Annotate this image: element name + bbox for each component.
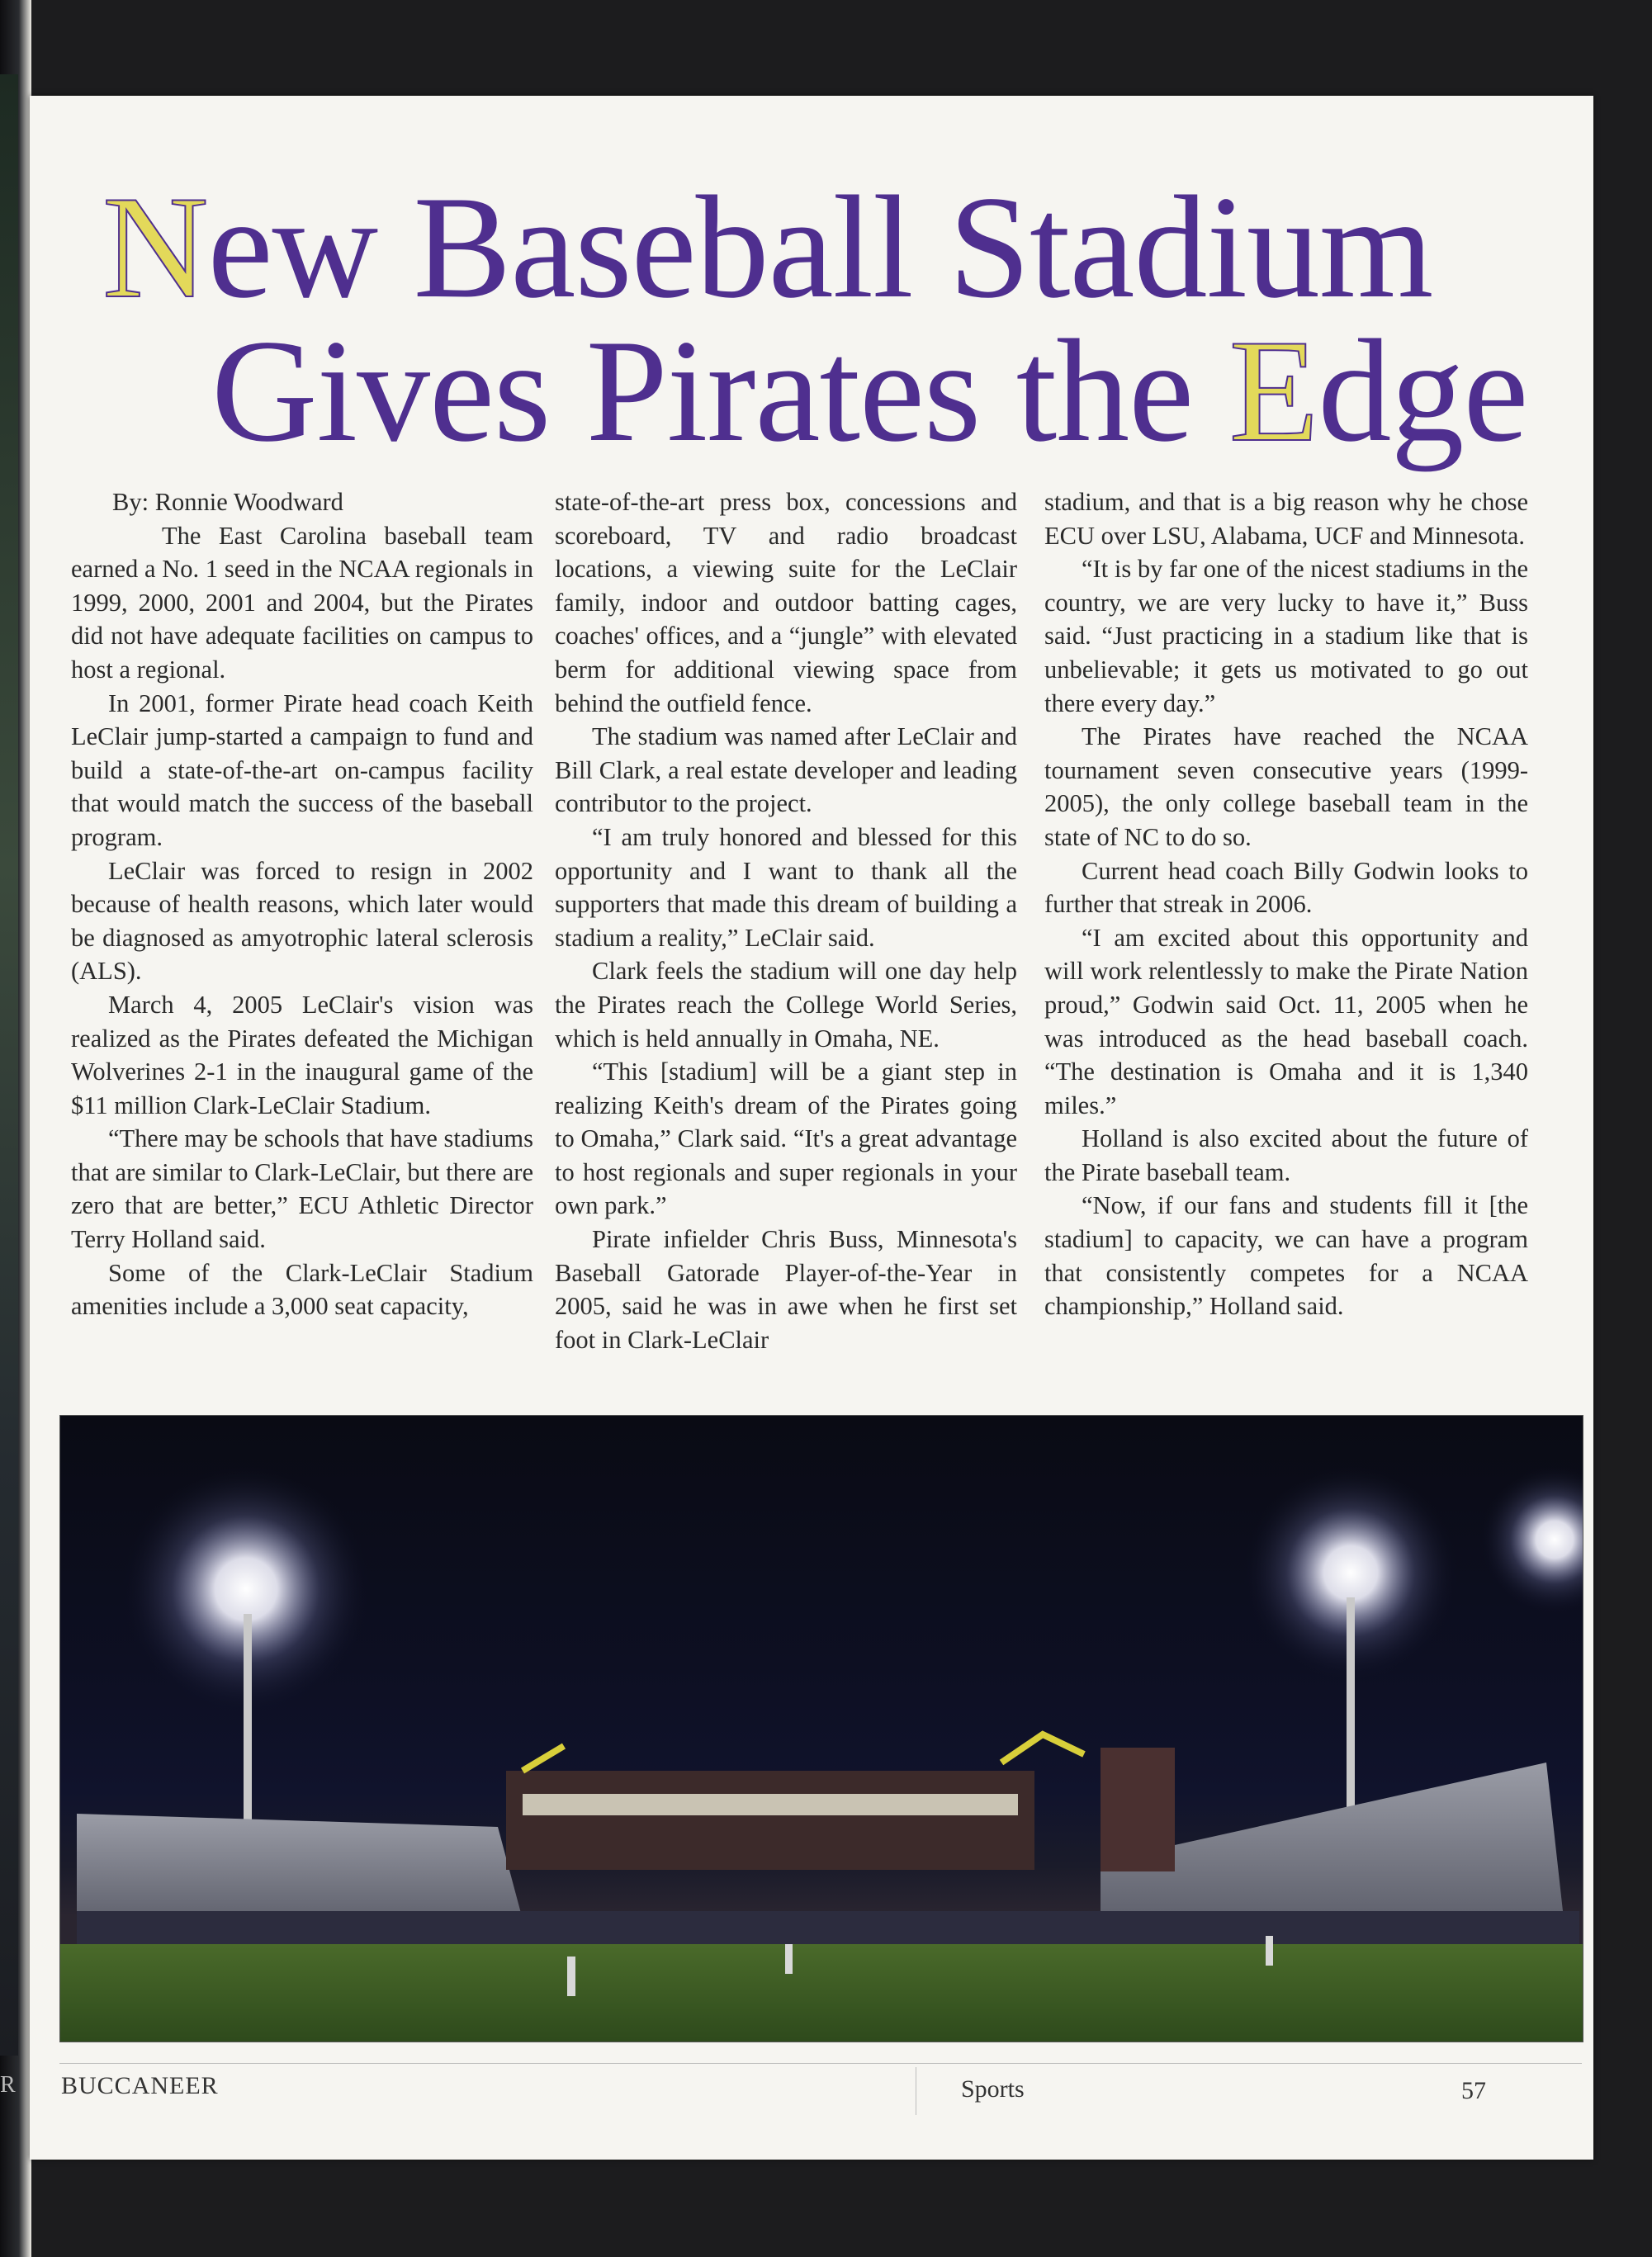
paragraph: state-of-the-art press box, concessions and scoreboard, TV and radio broadcast locations, a viewing suite for the LeClair family, indoor and outdoor batting cages, coaches' offices, and a “jungle” with elevated berm for additional viewing space from behind the outfield fence.: [555, 488, 1017, 717]
byline: By: Ronnie Woodward: [112, 488, 343, 516]
roof-accent-left: [523, 1746, 564, 1771]
paragraph: Pirate infielder Chris Buss, Minnesota's Baseball Gatorade Player-of-the-Year in 2005, said he was in awe when he first set foot in Clark-LeClair: [555, 1225, 1017, 1354]
paragraph: Holland is also excited about the future of the Pirate baseball team.: [1044, 1124, 1528, 1186]
stadium-photo: [59, 1415, 1583, 2042]
headline-initial-e: E: [1228, 309, 1318, 472]
article-column-2: [555, 485, 1017, 1356]
player: [567, 1957, 575, 1996]
stadium-tower: [1101, 1748, 1175, 1871]
press-box: [506, 1771, 1034, 1870]
headline-line-2-start: Gives Pirates the: [211, 309, 1229, 472]
paragraph: Some of the Clark-LeClair Stadium amenities include a 3,000 seat capacity,: [71, 1258, 533, 1321]
baseball-field: [60, 1944, 1583, 2042]
headline-drop-initial-n: N: [102, 165, 208, 329]
page-number: 57: [1461, 2077, 1486, 2104]
light-glow-far-right: [1480, 1465, 1583, 1614]
paragraph: In 2001, former Pirate head coach Keith LeClair jump-started a campaign to fund and build a state-of-the-art on-campus facility that would match the success of the baseball program.: [71, 688, 533, 851]
previous-page-edge: [0, 74, 18, 2056]
paragraph: Current head coach Billy Godwin looks to further that streak in 2006.: [1044, 856, 1528, 919]
left-grandstand: [77, 1814, 523, 1928]
paragraph: “There may be schools that have stadiums that are similar to Clark-LeClair, but there are zero that are better,” ECU Athletic Director Terry Holland said.: [71, 1124, 533, 1254]
paragraph: “I am excited about this opportunity and will work relentlessly to make the Pirate Nation proud,” Godwin said Oct. 11, 2005 when he was introduced as the head baseball coach. “The destination is Omaha and it is 1,340 miles.”: [1044, 923, 1528, 1119]
stadium-photo-illustration: [60, 1416, 1583, 2042]
paragraph: LeClair was forced to resign in 2002 because of health reasons, which later would be diagnosed as amyotrophic lateral sclerosis (ALS).: [71, 856, 533, 986]
roof-accent-right: [1001, 1734, 1084, 1763]
dugout-band: [77, 1911, 1579, 1944]
section-name: Sports: [961, 2075, 1025, 2103]
paragraph: Clark feels the stadium will one day help the Pirates reach the College World Series, which is held annually in Omaha, NE.: [555, 957, 1017, 1053]
paragraph: The stadium was named after LeClair and Bill Clark, a real estate developer and leading contributor to the project.: [555, 722, 1017, 818]
paragraph: “This [stadium] will be a giant step in realizing Keith's dream of the Pirates going to Omaha,” Clark said. “It's a great advantage to host regionals and super regionals in your own park.”: [555, 1058, 1017, 1220]
article-column-1: [71, 485, 533, 1323]
headline-line-2: [211, 309, 1528, 472]
paragraph: “Now, if our fans and students fill it [the stadium] to capacity, we can have a program that consistently competes for a NCAA championship,” Holland said.: [1044, 1191, 1528, 1321]
player: [1266, 1936, 1273, 1966]
paragraph: “I am truly honored and blessed for this opportunity and I want to thank all the supporters that made this dream of building a stadium a reality,” LeClair said.: [555, 822, 1017, 952]
paragraph: March 4, 2005 LeClair's vision was realized as the Pirates defeated the Michigan Wolverines 2-1 in the inaugural game of the $11 million Clark-LeClair Stadium.: [71, 990, 533, 1119]
magazine-page: [30, 96, 1593, 2160]
previous-page-letter: R: [0, 2072, 16, 2098]
paragraph: The Pirates have reached the NCAA tournament seven consecutive years (1999-2005), the only college baseball team in the state of NC to do so.: [1044, 722, 1528, 851]
article-column-3: [1044, 485, 1528, 1323]
paragraph: The East Carolina baseball team earned a No. 1 seed in the NCAA regionals in 1999, 2000, 2001 and 2004, but the Pirates did not have adequate facilities on campus to host a regional.: [71, 521, 533, 684]
press-box-windows: [523, 1794, 1018, 1815]
headline-line-1-text: ew Baseball Stadium: [207, 165, 1433, 329]
publication-name: BUCCANEER: [61, 2072, 219, 2099]
paragraph: stadium, and that is a big reason why he chose ECU over LSU, Alabama, UCF and Minnesota.: [1044, 488, 1528, 550]
paragraph: “It is by far one of the nicest stadiums in the country, we are very lucky to have it,” Buss said. “Just practicing in a stadium like that is unbelievable; it gets us motivated to go out there every day.”: [1044, 555, 1528, 717]
footer-rule: [59, 2063, 1582, 2064]
headline-line-2-end: dge: [1318, 309, 1528, 472]
player: [785, 1944, 793, 1974]
headline-line-1: [102, 165, 1433, 329]
